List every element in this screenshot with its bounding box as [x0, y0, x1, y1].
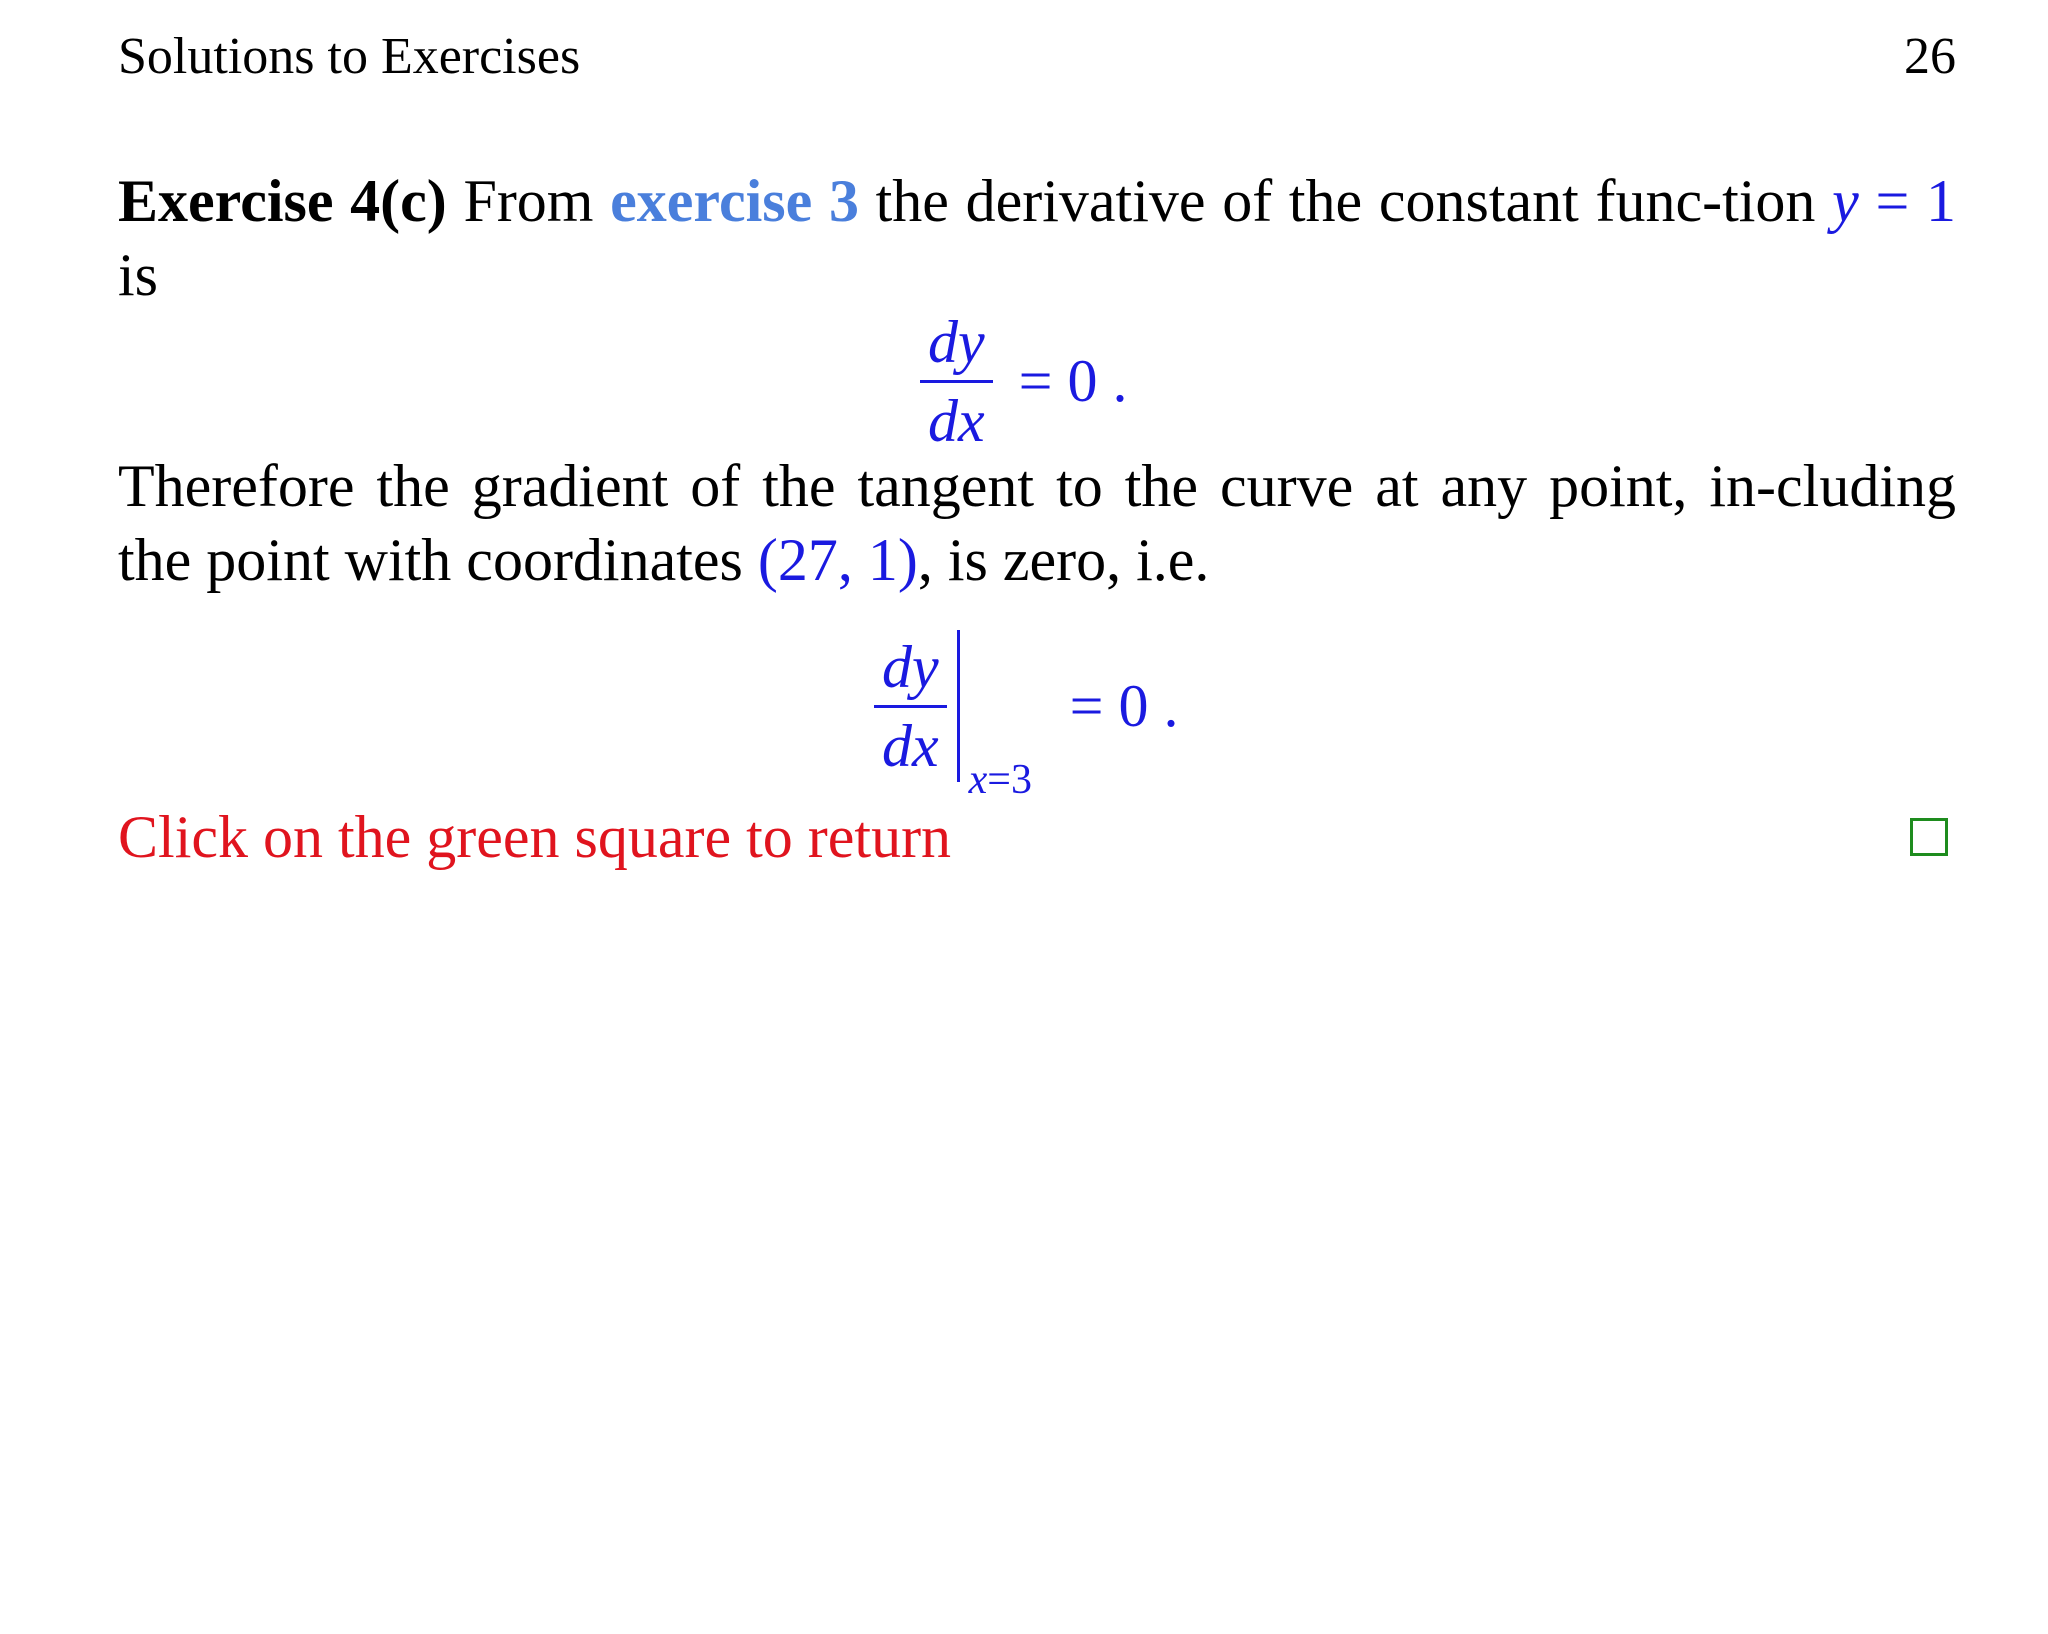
gradient-paragraph: [118, 449, 1956, 597]
fraction-numerator: dy: [928, 308, 985, 375]
equation-rhs: = 0 .: [1069, 672, 1179, 739]
return-instruction: Click on the green square to return: [118, 804, 952, 870]
exercise-paragraph: [118, 164, 1956, 312]
math-variable: y: [1832, 168, 1859, 234]
text-segment: is: [118, 242, 159, 308]
subscript-rest: =3: [987, 757, 1032, 803]
text-segment: Therefore the gradient of the tangent to the curve at any point, in-cluding the point with coordinates: [118, 453, 1956, 593]
fraction-bar: [920, 380, 993, 383]
green-square-return-button[interactable]: [1910, 818, 1948, 856]
math-rest: = 1: [1858, 168, 1956, 234]
exercise-3-link[interactable]: exercise 3: [610, 168, 859, 234]
equation-rhs: = 0 .: [1018, 347, 1128, 414]
display-equation-1: [920, 306, 1127, 456]
evaluation-bar: [957, 630, 1032, 803]
derivative-fraction: [920, 310, 993, 453]
page-header: [118, 22, 1956, 92]
fraction-numerator: dy: [882, 633, 939, 700]
fraction-denominator: dx: [882, 712, 939, 779]
subscript-variable: x: [968, 757, 988, 803]
inline-math-y-equals-1: [1832, 168, 1956, 234]
text-segment: , is zero, i.e.: [917, 527, 1210, 593]
derivative-fraction: [874, 635, 947, 778]
exercise-label: Exercise 4(c): [118, 168, 447, 234]
section-title: Solutions to Exercises: [118, 28, 581, 85]
text-segment: From: [446, 168, 611, 234]
text-segment: the derivative of the constant func-tion: [858, 168, 1833, 234]
fraction-bar: [874, 705, 947, 708]
fraction-denominator: dx: [928, 387, 985, 454]
display-equation-2: [874, 624, 1179, 803]
evaluation-subscript: [969, 756, 1032, 804]
inline-math-coordinates: (27, 1): [757, 527, 918, 593]
page-number: 26: [1904, 28, 1956, 85]
